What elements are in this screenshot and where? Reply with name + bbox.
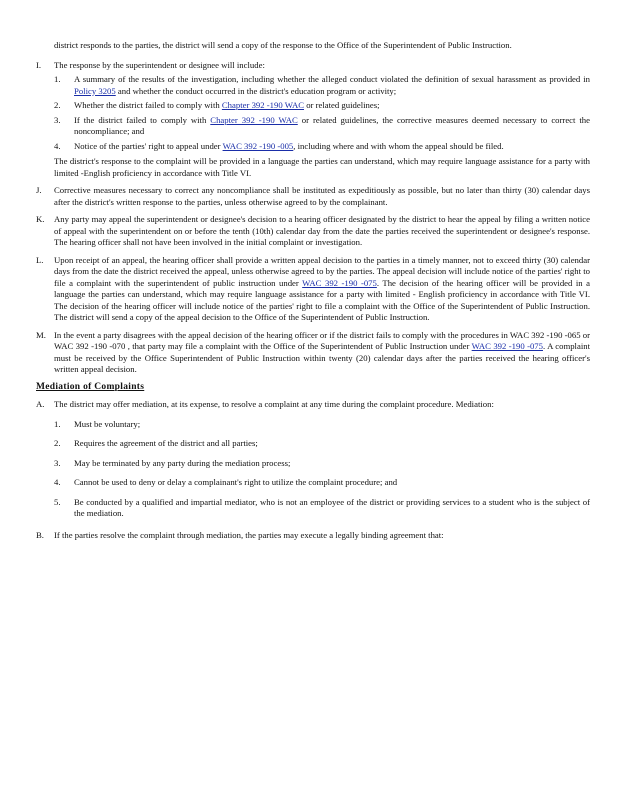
list-item	[54, 419, 590, 431]
wac-392-190-005-link[interactable]: WAC 392 -190 -005	[222, 140, 294, 151]
item-number: 3.	[54, 114, 61, 125]
section-i-closing: The district's response to the complaint will be provided in a language the parties can understand, which may require language assistance for a party with limited -English proficiency in accordance with Title VI.	[54, 156, 590, 178]
section-letter: M.	[36, 329, 46, 340]
mediation-a-list	[54, 419, 590, 520]
section-k-text: Any party may appeal the superintendent or designee's decision to a hearing officer designated by the district to hear the appeal by filing a written notice of appeal with the superintendent on or before the tenth (10th) calendar day from the date the parties received the superintendent or designee's response. The hearing officer shall not have been involved in the initial complaint or investigation.	[54, 214, 590, 247]
item-text	[74, 100, 590, 112]
item-text	[74, 74, 590, 97]
item-number: 2.	[54, 438, 61, 448]
section-m-text-pre: In the event a party disagrees with the appeal decision of the hearing officer or if the district fails to comply with the procedures in WAC 392 -190 -065 or WAC 392 -190 -070 , that party may file a complaint with the Office of the Superintendent of Public Instruction under	[54, 329, 590, 351]
list-item	[54, 438, 590, 450]
chapter-392-190-wac-link[interactable]: Chapter 392 -190 WAC	[210, 114, 298, 125]
section-m-text	[54, 330, 590, 376]
policy-3205-link[interactable]: Policy 3205	[74, 85, 116, 96]
list-item	[54, 74, 590, 97]
section-j-text: Corrective measures necessary to correct any noncompliance shall be instituted as expeditiously as possible, but no later than thirty (30) calendar days after the district's written response to the parties, unless otherwise agreed to by the complainant.	[54, 185, 590, 207]
section-letter: B.	[36, 529, 44, 540]
chapter-392-190-wac-link[interactable]: Chapter 392 -190 WAC	[221, 100, 305, 110]
section-letter: K.	[36, 214, 45, 224]
section-l-text	[54, 255, 590, 324]
section-letter: A.	[36, 399, 45, 409]
mediation-section-b	[30, 530, 590, 542]
item-text	[74, 115, 590, 138]
mediation-a-lead: The district may offer mediation, at its expense, to resolve a complaint at any time during the complaint procedure. Mediation:	[54, 399, 494, 409]
section-m	[30, 330, 590, 376]
mediation-heading: Mediation of Complaints	[36, 381, 145, 392]
item-text: May be terminated by any party during the mediation process;	[74, 457, 291, 468]
mediation-b-text: If the parties resolve the complaint through mediation, the parties may execute a legally binding agreement that:	[54, 529, 444, 540]
item-text: Must be voluntary;	[74, 418, 141, 429]
item-number: 3.	[54, 457, 61, 468]
list-item	[54, 115, 590, 138]
list-item	[54, 497, 590, 520]
intro-paragraph	[30, 40, 590, 52]
section-l	[30, 255, 590, 324]
list-item	[54, 477, 590, 489]
section-k	[30, 214, 590, 249]
list-item	[54, 141, 590, 153]
section-l-text-post: . The decision of the hearing officer will be provided in a language the parties can understand, which may require language assistance for a party with limited - English proficiency in accordance with Title VI. The decision of the hearing officer will include notice of the parties' right to file a complaint with the Office of the Superintendent of Public Instruction. The district will send a copy of the appeal decision to the Office of the Superintendent of Public Instruction.	[54, 277, 590, 322]
item-text-pre: Notice of the parties' right to appeal under	[74, 140, 221, 151]
item-number: 1.	[54, 74, 61, 84]
section-i-lead: The response by the superintendent or designee will include:	[54, 59, 265, 70]
section-j	[30, 185, 590, 208]
item-number: 2.	[54, 100, 61, 110]
item-text-pre: Whether the district failed to comply with	[74, 100, 220, 110]
item-number: 4.	[54, 140, 61, 151]
item-text-post: and whether the conduct occurred in the district's education program or activity;	[117, 85, 397, 96]
item-text: Cannot be used to deny or delay a complainant's right to utilize the complaint procedure; and	[74, 477, 398, 487]
item-text-post: or related guidelines;	[306, 100, 380, 110]
section-l-text-pre: Upon receipt of an appeal, the hearing officer shall provide a written appeal decision to the parties in a timely manner, not to exceed thirty (30) calendar days from the date the district received the appeal, unless otherwise agreed to by the parties. The appeal decision will include notice of the parties' right to file a complaint with the superintendent of public instruction under	[54, 254, 590, 288]
section-i	[30, 60, 590, 180]
section-i-list	[54, 74, 590, 152]
item-text: Be conducted by a qualified and impartial mediator, who is not an employee of the district or providing services to a student who is the subject of the mediation.	[74, 496, 590, 518]
item-number: 4.	[54, 477, 61, 487]
item-number: 1.	[54, 418, 61, 429]
section-m-text-post: . A complaint must be received by the Office Superintendent of Public Instruction within twenty (20) calendar days after the parties received the hearing officer's written appeal decision.	[54, 341, 590, 374]
section-letter: J.	[36, 185, 42, 195]
intro-text: district responds to the parties, the district will send a copy of the response to the Office of the Superintendent of Public Instruction.	[54, 40, 512, 50]
section-letter: I.	[36, 59, 42, 70]
mediation-section-a	[30, 399, 590, 520]
wac-392-190-075-link[interactable]: WAC 392 -190 -075	[471, 341, 543, 351]
item-text-post: , including where and with whom the appeal should be filed.	[293, 140, 504, 151]
item-text-pre: A summary of the results of the investigation, including whether the alleged conduct violated the definition of sexual harassment as provided in	[74, 74, 590, 84]
item-text	[74, 141, 590, 153]
item-text-pre: If the district failed to comply with	[74, 114, 207, 125]
list-item	[54, 100, 590, 112]
wac-392-190-075-link[interactable]: WAC 392 -190 -075	[302, 277, 377, 288]
item-text-post: or related guidelines, the corrective measures deemed necessary to correct the noncompliance; and	[74, 114, 591, 136]
list-item	[54, 458, 590, 470]
section-letter: L.	[36, 254, 44, 265]
item-text: Requires the agreement of the district and all parties;	[74, 438, 258, 448]
item-number: 5.	[54, 496, 61, 507]
